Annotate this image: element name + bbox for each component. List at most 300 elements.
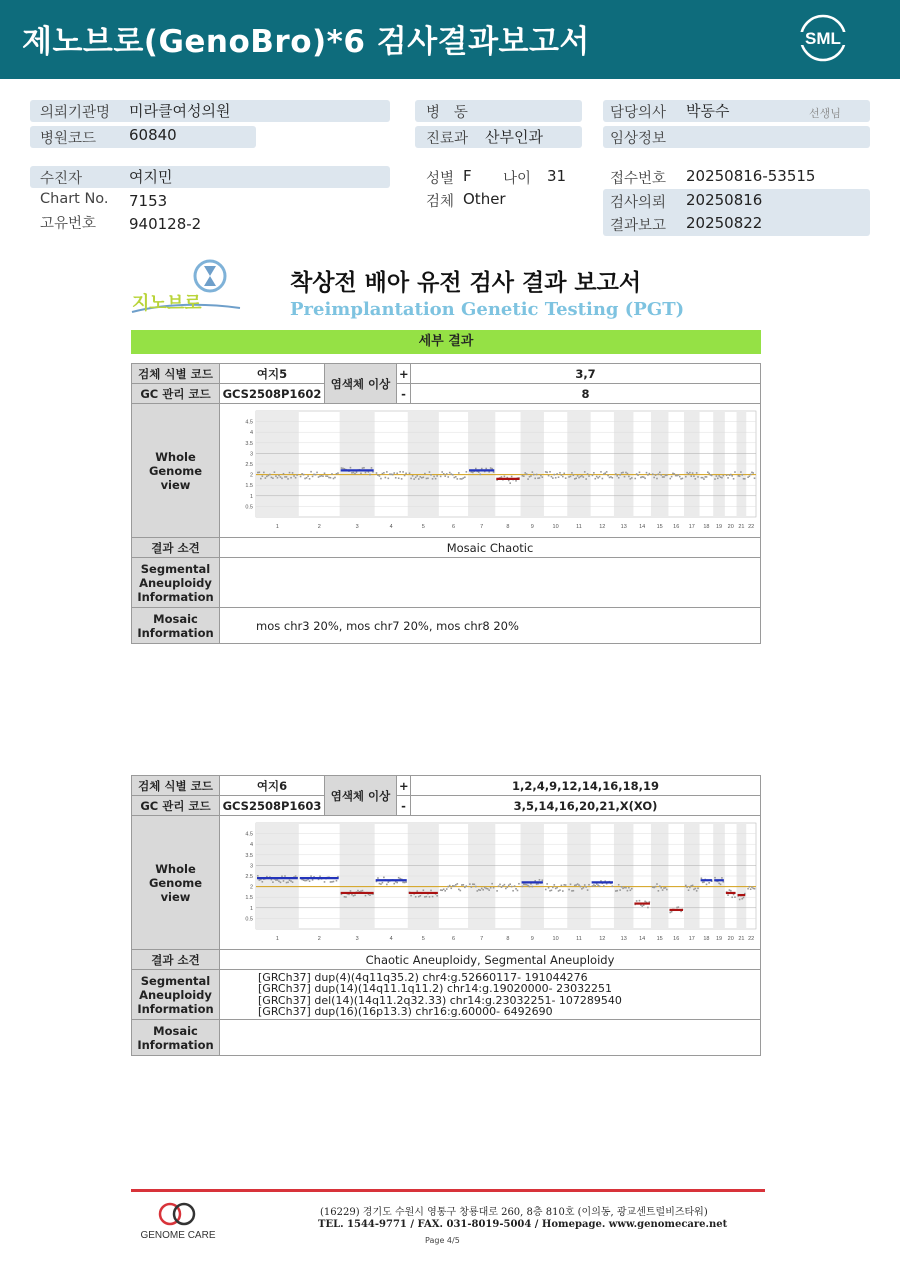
data-point <box>587 889 589 891</box>
data-point <box>328 476 330 478</box>
data-point <box>627 889 629 891</box>
x-tick-label: 17 <box>688 935 695 942</box>
data-point <box>646 471 648 473</box>
y-tick-label: 2.5 <box>245 461 253 468</box>
x-tick-label: 7 <box>480 935 484 942</box>
data-point <box>639 899 641 901</box>
data-point <box>577 883 579 885</box>
data-point <box>706 883 708 885</box>
data-point <box>551 475 553 477</box>
data-point <box>662 889 664 891</box>
y-tick-label: 0.5 <box>245 503 253 510</box>
data-point <box>333 477 335 479</box>
data-point <box>360 472 362 474</box>
data-point <box>696 890 698 892</box>
sample-code-value: 여지6 <box>220 776 325 796</box>
data-point <box>461 884 463 886</box>
data-point <box>662 476 664 478</box>
data-point <box>641 905 643 907</box>
data-point <box>330 881 332 883</box>
data-point <box>570 883 572 885</box>
data-point <box>262 475 264 477</box>
data-point <box>703 478 705 480</box>
whole-genome-label: Whole Genome view <box>132 816 220 950</box>
data-point <box>518 882 520 884</box>
data-point <box>702 476 704 478</box>
data-point <box>570 475 572 477</box>
data-point <box>509 883 511 885</box>
y-tick-label: 3 <box>249 450 253 457</box>
data-point <box>665 886 667 888</box>
data-point <box>337 472 339 474</box>
data-point <box>327 475 329 477</box>
mosaic-label: Mosaic Information <box>132 608 220 644</box>
data-point <box>552 477 554 479</box>
data-point <box>362 467 364 469</box>
data-point <box>481 467 483 469</box>
data-point <box>464 886 466 888</box>
genome-care-logo-text: GENOME CARE <box>140 1230 216 1241</box>
data-point <box>577 475 579 477</box>
x-tick-label: 7 <box>480 523 484 530</box>
sex-value: F <box>463 167 472 185</box>
data-point <box>490 467 492 469</box>
data-point <box>334 476 336 478</box>
data-point <box>415 476 417 478</box>
data-point <box>371 467 373 469</box>
data-point <box>436 475 438 477</box>
data-point <box>609 476 611 478</box>
data-point <box>594 477 596 479</box>
data-point <box>310 875 312 877</box>
data-point <box>260 477 262 479</box>
data-point <box>695 887 697 889</box>
data-point <box>478 888 480 890</box>
data-point <box>342 467 344 469</box>
data-point <box>450 473 452 475</box>
data-point <box>624 886 626 888</box>
data-point <box>559 471 561 473</box>
data-point <box>380 883 382 885</box>
data-point <box>545 471 547 473</box>
data-point <box>482 888 484 890</box>
x-tick-label: 4 <box>389 935 393 942</box>
data-point <box>266 475 268 477</box>
data-point <box>559 889 561 891</box>
data-point <box>581 888 583 890</box>
data-point <box>734 471 736 473</box>
data-point <box>596 475 598 477</box>
data-point <box>324 881 326 883</box>
data-point <box>597 477 599 479</box>
y-tick-label: 1 <box>249 905 253 912</box>
data-point <box>581 474 583 476</box>
data-point <box>562 475 564 477</box>
data-point <box>423 476 425 478</box>
result-value: Mosaic Chaotic <box>220 538 761 558</box>
data-point <box>553 884 555 886</box>
data-point <box>585 886 587 888</box>
data-point <box>563 884 565 886</box>
whole-genome-label: Whole Genome view <box>132 404 220 538</box>
data-point <box>616 889 618 891</box>
data-point <box>257 875 259 877</box>
data-point <box>571 472 573 474</box>
data-point <box>485 887 487 889</box>
genobro-logo <box>130 256 245 318</box>
data-point <box>390 473 392 475</box>
x-tick-label: 19 <box>715 523 723 530</box>
data-point <box>511 885 513 887</box>
data-point <box>561 474 563 476</box>
data-point <box>604 472 606 474</box>
data-point <box>369 473 371 475</box>
segmental-line: [GRCh37] del(14)(14q11.2q32.33) chr14:g.23032251- 107289540 <box>258 993 622 1007</box>
data-point <box>456 478 458 480</box>
data-point <box>619 474 621 476</box>
data-point <box>688 889 690 891</box>
data-point <box>441 889 443 891</box>
data-point <box>721 877 723 879</box>
data-point <box>686 886 688 888</box>
data-point <box>615 473 617 475</box>
sml-logo <box>797 12 849 64</box>
data-point <box>693 475 695 477</box>
data-point <box>290 476 292 478</box>
data-point <box>524 472 526 474</box>
data-point <box>460 889 462 891</box>
data-point <box>452 473 454 475</box>
data-point <box>556 886 558 888</box>
y-tick-label: 2.5 <box>245 873 253 880</box>
data-point <box>416 475 418 477</box>
data-point <box>287 881 289 883</box>
data-point <box>689 471 691 473</box>
data-point <box>312 475 314 477</box>
institution-value: 미라클여성의원 <box>129 102 231 120</box>
data-point <box>558 476 560 478</box>
data-point <box>561 884 563 886</box>
data-point <box>546 471 548 473</box>
data-point <box>453 476 455 478</box>
data-point <box>281 875 283 877</box>
data-point <box>430 474 432 476</box>
data-point <box>647 906 649 908</box>
data-point <box>424 896 426 898</box>
data-point <box>363 466 365 468</box>
clinical-label: 임상정보 <box>610 131 667 147</box>
data-point <box>587 473 589 475</box>
data-point <box>458 888 460 890</box>
data-point <box>416 890 418 892</box>
loss-sign: - <box>397 796 411 816</box>
data-point <box>599 475 601 477</box>
patient-name-row <box>30 166 390 188</box>
data-point <box>695 478 697 480</box>
doctor-label: 담당의사 <box>610 105 667 121</box>
data-point <box>729 889 731 891</box>
data-point <box>697 476 699 478</box>
data-point <box>682 477 684 479</box>
x-tick-label: 13 <box>620 935 627 942</box>
data-point <box>290 880 292 882</box>
gain-sign: + <box>397 364 411 384</box>
segmental-value <box>220 558 761 608</box>
data-point <box>396 472 398 474</box>
data-point <box>630 478 632 480</box>
data-point <box>593 472 595 474</box>
result-label: 결과 소견 <box>132 950 220 970</box>
data-point <box>319 475 321 477</box>
data-point <box>655 474 657 476</box>
data-point <box>659 885 661 887</box>
data-point <box>553 473 555 475</box>
doctor-value: 박동수 <box>686 102 730 120</box>
genobro-logo-text: 지노브로 <box>132 293 202 314</box>
data-point <box>490 886 492 888</box>
data-point <box>674 473 676 475</box>
data-point <box>402 881 404 883</box>
data-point <box>496 890 498 892</box>
data-point <box>357 889 359 891</box>
data-point <box>539 477 541 479</box>
data-point <box>718 475 720 477</box>
data-point <box>536 883 538 885</box>
data-point <box>466 471 468 473</box>
data-point <box>574 884 576 886</box>
data-point <box>573 889 575 891</box>
x-tick-label: 9 <box>530 523 534 530</box>
data-point <box>404 474 406 476</box>
x-tick-label: 1 <box>275 523 279 530</box>
y-tick-label: 2 <box>249 472 253 479</box>
data-point <box>419 895 421 897</box>
data-point <box>449 471 451 473</box>
data-point <box>602 477 604 479</box>
data-point <box>409 472 411 474</box>
x-tick-label: 14 <box>639 523 646 530</box>
data-point <box>321 475 323 477</box>
data-point <box>594 885 596 887</box>
data-point <box>318 476 320 478</box>
y-tick-label: 1.5 <box>245 482 253 489</box>
x-tick-label: 8 <box>506 523 510 530</box>
data-point <box>295 875 297 877</box>
doctor-suffix: 선생님 <box>809 107 841 120</box>
footer-contact: TEL. 1544-9771 / FAX. 031-8019-5004 / Homepage. www.genomecare.net <box>318 1219 728 1230</box>
data-point <box>678 906 680 908</box>
data-point <box>571 890 573 892</box>
data-point <box>413 478 415 480</box>
data-point <box>312 879 314 881</box>
data-point <box>722 474 724 476</box>
data-point <box>405 881 407 883</box>
data-point <box>257 471 259 473</box>
data-point <box>741 474 743 476</box>
data-point <box>529 475 531 477</box>
sex-label: 성별 <box>426 171 455 187</box>
data-point <box>316 471 318 473</box>
data-point <box>714 478 716 480</box>
data-point <box>262 881 264 883</box>
x-tick-label: 2 <box>317 523 321 530</box>
data-point <box>488 889 490 891</box>
data-point <box>549 889 551 891</box>
data-point <box>584 471 586 473</box>
segmental-line: [GRCh37] dup(14)(14q11.1q11.2) chr14:g.19020000- 23032251 <box>258 982 613 995</box>
data-point <box>530 475 532 477</box>
x-tick-label: 18 <box>703 523 710 530</box>
x-tick-label: 20 <box>727 523 734 530</box>
y-tick-label: 3.5 <box>245 440 253 447</box>
data-point <box>478 471 480 473</box>
data-point <box>552 886 554 888</box>
data-point <box>392 473 394 475</box>
data-point <box>353 471 355 473</box>
data-point <box>678 474 680 476</box>
mosaic-value <box>220 1020 761 1056</box>
data-point <box>540 474 542 476</box>
data-point <box>324 472 326 474</box>
data-point <box>306 879 308 881</box>
data-point <box>744 478 746 480</box>
data-point <box>440 889 442 891</box>
data-point <box>523 883 525 885</box>
data-point <box>341 467 343 469</box>
data-point <box>714 876 716 878</box>
data-point <box>485 467 487 469</box>
x-tick-label: 13 <box>620 523 627 530</box>
data-point <box>280 476 282 478</box>
data-point <box>574 478 576 480</box>
data-point <box>447 476 449 478</box>
result-value: Chaotic Aneuploidy, Segmental Aneuploidy <box>220 950 761 970</box>
data-point <box>588 475 590 477</box>
data-point <box>404 881 406 883</box>
data-point <box>274 471 276 473</box>
data-point <box>330 476 332 478</box>
data-point <box>628 886 630 888</box>
data-point <box>743 896 745 898</box>
department-label: 진료과 <box>426 131 469 147</box>
specimen-value: Other <box>463 190 506 208</box>
data-point <box>475 885 477 887</box>
data-point <box>584 884 586 886</box>
x-tick-label: 20 <box>727 935 734 942</box>
data-point <box>578 884 580 886</box>
data-point <box>353 894 355 896</box>
sml-logo-text: SML <box>805 29 841 48</box>
data-point <box>517 889 519 891</box>
data-point <box>575 884 577 886</box>
data-point <box>280 881 282 883</box>
data-point <box>640 476 642 478</box>
data-point <box>283 472 285 474</box>
data-point <box>663 476 665 478</box>
data-point <box>452 885 454 887</box>
data-point <box>671 475 673 477</box>
x-tick-label: 1 <box>275 935 279 942</box>
data-point <box>621 886 623 888</box>
data-point <box>275 475 277 477</box>
data-point <box>718 882 720 884</box>
data-point <box>449 884 451 886</box>
data-point <box>522 474 524 476</box>
data-point <box>534 477 536 479</box>
data-point <box>474 883 476 885</box>
data-point <box>666 474 668 476</box>
data-point <box>562 890 564 892</box>
loss-chromosomes: 3,5,14,16,20,21,X(XO) <box>411 796 761 816</box>
data-point <box>701 877 703 879</box>
data-point <box>399 470 401 472</box>
x-tick-label: 16 <box>673 935 680 942</box>
y-tick-label: 1 <box>249 493 253 500</box>
data-point <box>508 884 510 886</box>
data-point <box>331 473 333 475</box>
specimen-label: 검체 <box>426 194 455 210</box>
patient-name-label: 수진자 <box>40 171 83 187</box>
data-point <box>697 887 699 889</box>
data-point <box>388 477 390 479</box>
data-point <box>382 472 384 474</box>
unique-id-value: 940128-2 <box>129 215 202 233</box>
data-point <box>619 889 621 891</box>
x-tick-label: 17 <box>688 523 695 530</box>
data-point <box>536 473 538 475</box>
data-point <box>671 910 673 912</box>
data-point <box>272 881 274 883</box>
data-point <box>660 474 662 476</box>
header-bar <box>0 0 900 79</box>
data-point <box>539 879 541 881</box>
chrom-abn-label: 염색체 이상 <box>325 364 397 404</box>
data-point <box>475 467 477 469</box>
data-point <box>527 884 529 886</box>
data-point <box>479 473 481 475</box>
data-point <box>546 883 548 885</box>
data-point <box>444 475 446 477</box>
data-point <box>548 474 550 476</box>
data-point <box>703 881 705 883</box>
data-point <box>369 894 371 896</box>
data-point <box>453 885 455 887</box>
data-point <box>272 477 274 479</box>
data-point <box>319 875 321 877</box>
data-point <box>515 888 517 890</box>
data-point <box>333 880 335 882</box>
gain-sign: + <box>397 776 411 796</box>
data-point <box>618 883 620 885</box>
data-point <box>548 886 550 888</box>
data-point <box>615 890 617 892</box>
data-point <box>265 477 267 479</box>
data-point <box>410 894 412 896</box>
y-tick-label: 3 <box>249 862 253 869</box>
data-point <box>666 888 668 890</box>
data-point <box>383 876 385 878</box>
data-point <box>433 475 435 477</box>
data-point <box>685 884 687 886</box>
data-point <box>446 888 448 890</box>
data-point <box>345 896 347 898</box>
data-point <box>263 471 265 473</box>
data-point <box>362 889 364 891</box>
data-point <box>726 474 728 476</box>
data-point <box>481 887 483 889</box>
data-point <box>727 894 729 896</box>
data-point <box>377 877 379 879</box>
